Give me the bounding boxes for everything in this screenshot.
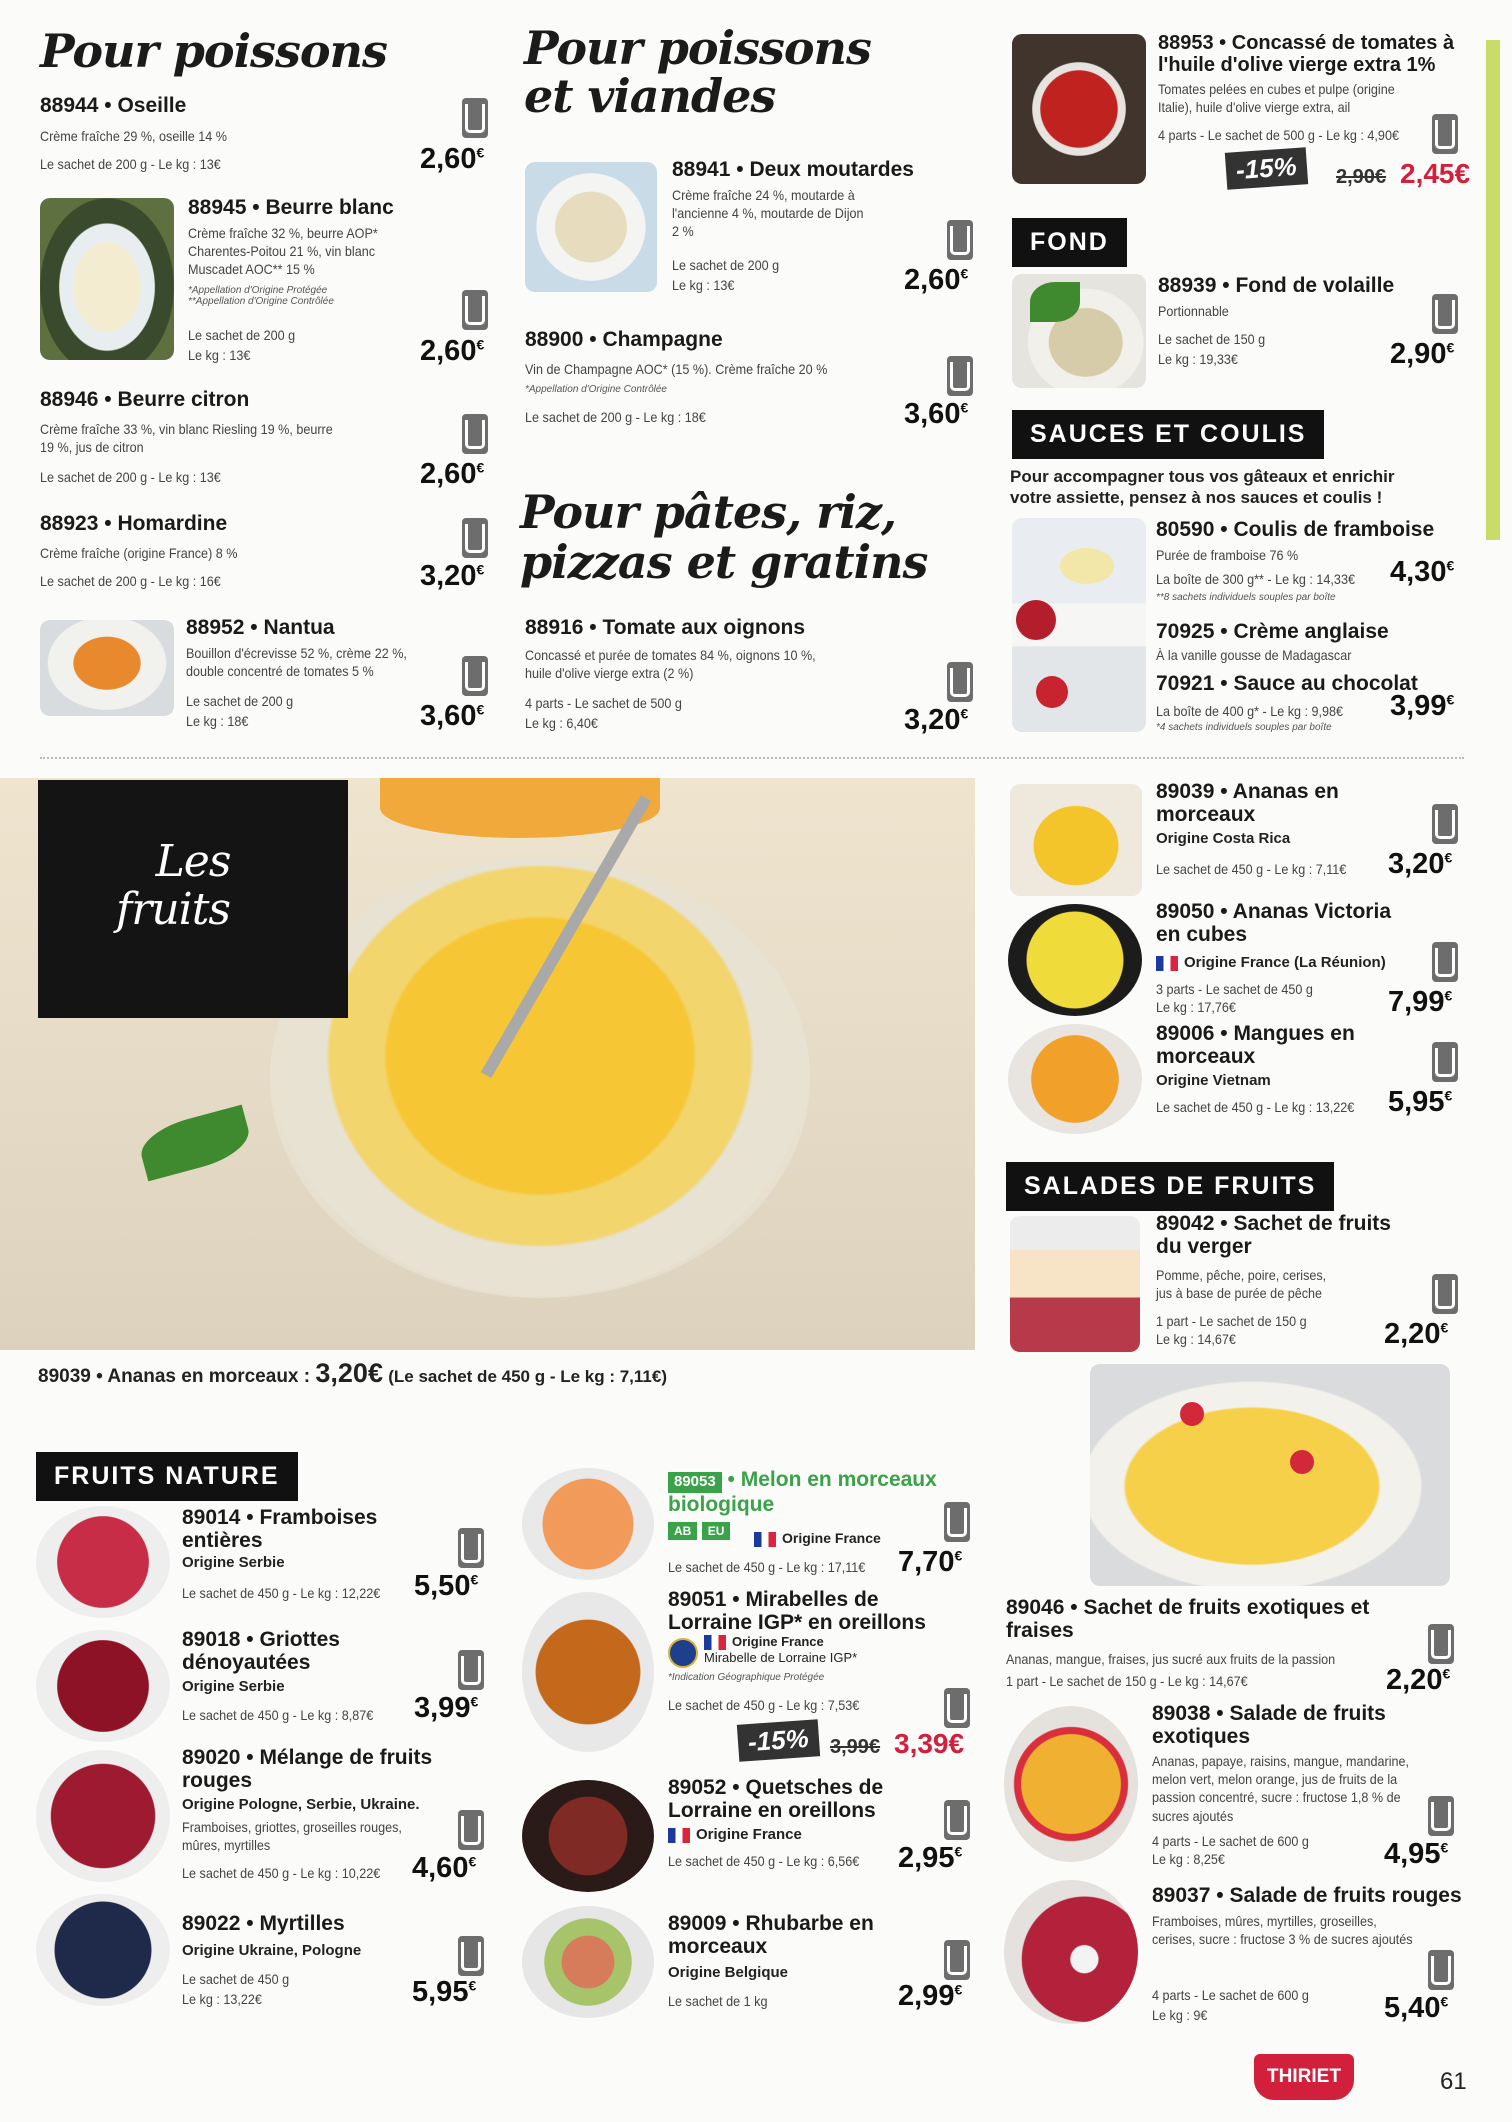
product-griottes-pack: Le sachet de 450 g - Le kg : 8,87€ [182,1707,374,1723]
product-fond-volaille-pack: Le sachet de 150 g [1158,331,1266,347]
product-myrtilles-name: 89022 • Myrtilles [182,1912,345,1935]
product-creme-anglaise-name: 70925 • Crème anglaise [1156,620,1389,643]
product-mirabelles-note: *Indication Géographique Protégée [668,1672,825,1683]
product-quetsches-pack: Le sachet de 450 g - Le kg : 6,56€ [668,1853,860,1869]
product-verger-kg: Le kg : 14,67€ [1156,1331,1236,1347]
mangues-photo [1008,1024,1142,1134]
product-deux-moutardes-desc: Crème fraîche 24 %, moutarde à l'ancienne 4 %, moutarde de Dijon 2 % [672,187,864,240]
product-exotiques-sachet-pack: 1 part - Le sachet de 150 g - Le kg : 14,67€ [1006,1673,1248,1689]
ananas-victoria-photo [1008,904,1142,1016]
side-accent [1486,40,1500,540]
product-sauce-chocolat-price: 3,99€ [1390,690,1455,722]
cutlery-icon [1432,1042,1458,1082]
product-beurre-blanc-pack: Le sachet de 200 g [188,327,296,343]
cutlery-icon [1432,294,1458,334]
product-coulis-name: 80590 • Coulis de framboise [1156,518,1435,541]
griottes-photo [36,1630,170,1742]
mirabelles-promo-badge: -15% [737,1719,820,1762]
product-creme-anglaise-desc: À la vanille gousse de Madagascar [1156,647,1352,663]
deux-moutardes-photo [525,162,657,292]
product-ananas-pack: Le sachet de 450 g - Le kg : 7,11€ [1156,861,1347,877]
strawberry-decor [1290,1450,1314,1474]
bowl [270,858,810,1298]
mint-leaf [135,1105,254,1182]
product-champagne-pack: Le sachet de 200 g - Le kg : 18€ [525,409,706,425]
product-oseille-price: 2,60€ [420,143,485,175]
heading-pates: Pour pâtes, riz, pizzas et gratins [520,485,928,589]
product-tomate-pack: 4 parts - Le sachet de 500 g [525,695,682,711]
igp-logo [668,1638,698,1668]
product-melange-pack: Le sachet de 450 g - Le kg : 10,22€ [182,1865,381,1881]
product-sauce-chocolat-note: *4 sachets individuels souples par boîte [1156,722,1332,733]
concasse-photo [1012,34,1146,184]
product-rhubarbe-name: 89009 • Rhubarbe en morceaux [668,1912,874,1959]
product-beurre-citron-desc: Crème fraîche 33 %, vin blanc Riesling 19 %, beurre 19 %, jus de citron [40,421,333,456]
product-salade-rouges-kg: Le kg : 9€ [1152,2007,1208,2023]
product-quetsches-name: 89052 • Quetsches de Lorraine en oreillons [668,1776,884,1823]
cutlery-icon [458,1810,484,1850]
product-rhubarbe-origin: Origine Belgique [668,1964,789,1981]
myrtilles-photo [36,1894,170,2006]
heading-poissons: Pour poissons [40,24,387,78]
product-rhubarbe-price: 2,99€ [898,1980,963,2012]
product-salade-rouges-price: 5,40€ [1384,1992,1449,2024]
product-homardine-price: 3,20€ [420,560,485,592]
concasse-promo-badge: -15% [1225,147,1308,190]
cutlery-icon [1428,1950,1454,1990]
product-beurre-citron-price: 2,60€ [420,458,485,490]
product-exotiques-sachet-price: 2,20€ [1386,1664,1451,1696]
product-homardine-pack: Le sachet de 200 g - Le kg : 16€ [40,573,221,589]
strawberry-decor [1036,676,1068,708]
product-deux-moutardes-name: 88941 • Deux moutardes [672,158,914,181]
product-concasse-name: 88953 • Concassé de tomates à l'huile d'olive vierge extra 1% [1158,32,1455,76]
mirabelles-photo [522,1592,654,1752]
product-champagne-desc: Vin de Champagne AOC* (15 %). Crème fraîche 20 % [525,361,828,377]
product-deux-moutardes-pack: Le sachet de 200 g [672,257,780,273]
product-tomate-price: 3,20€ [904,704,969,736]
cutlery-icon [1432,1274,1458,1314]
section-fond: FOND [1012,218,1127,267]
section-salades: SALADES DE FRUITS [1006,1162,1334,1211]
product-ananas-name: 89039 • Ananas en morceaux [1156,780,1339,827]
product-salade-exo-price: 4,95€ [1384,1838,1449,1870]
product-myrtilles-origin: Origine Ukraine, Pologne [182,1942,362,1959]
page-number: 61 [1440,2068,1467,2095]
cutlery-icon [462,656,488,696]
product-beurre-blanc-price: 2,60€ [420,335,485,367]
france-flag-icon [754,1532,776,1547]
product-melange-price: 4,60€ [412,1852,477,1884]
product-fond-volaille-price: 2,90€ [1390,338,1455,370]
product-quetsches-origin: Origine France [668,1826,802,1843]
product-champagne-name: 88900 • Champagne [525,328,723,351]
product-nantua-price: 3,60€ [420,700,485,732]
product-griottes-price: 3,99€ [414,1692,479,1724]
product-coulis-pack: La boîte de 300 g** - Le kg : 14,33€ [1156,571,1355,587]
framboises-photo [36,1506,170,1618]
melon-photo [522,1468,654,1580]
orange-top [380,778,660,838]
product-nantua-pack: Le sachet de 200 g [186,693,294,709]
product-melon-price: 7,70€ [898,1546,963,1578]
product-myrtilles-price: 5,95€ [412,1976,477,2008]
product-ananas-origin: Origine Costa Rica [1156,830,1291,847]
product-sauce-chocolat-pack: La boîte de 400 g* - Le kg : 9,98€ [1156,703,1344,719]
product-ananas-victoria-name: 89050 • Ananas Victoria en cubes [1156,900,1391,947]
product-salade-exo-kg: Le kg : 8,25€ [1152,1851,1225,1867]
product-coulis-desc: Purée de framboise 76 % [1156,547,1299,563]
thiriet-logo: THIRIET [1254,2054,1354,2100]
product-melon-name: 89053 • Melon en morceaux biologique [668,1468,937,1516]
product-champagne-note: *Appellation d'Origine Contrôlée [525,384,667,395]
product-nantua-desc: Bouillon d'écrevisse 52 %, crème 22 %, double concentré de tomates 5 % [186,645,407,680]
product-exotiques-sachet-name: 89046 • Sachet de fruits exotiques et fraises [1006,1596,1370,1643]
exotiques-photo [1090,1364,1450,1586]
cutlery-icon [1428,1624,1454,1664]
product-exotiques-sachet-desc: Ananas, mangue, fraises, jus sucré aux fruits de la passion [1006,1651,1336,1667]
product-concasse-desc: Tomates pelées en cubes et pulpe (origine Italie), huile d'olive vierge extra, ail [1158,81,1395,116]
quetsches-photo [522,1780,654,1892]
cutlery-icon [458,1528,484,1568]
cutlery-icon [947,220,973,260]
product-nantua-name: 88952 • Nantua [186,616,335,639]
product-verger-price: 2,20€ [1384,1318,1449,1350]
product-salade-exo-name: 89038 • Salade de fruits exotiques [1152,1702,1386,1749]
product-beurre-blanc-desc: Crème fraîche 32 %, beurre AOP* Charentes-Poitou 21 %, vin blanc Muscadet AOC** 15 % [188,225,378,278]
concasse-old-price: 2,90€ [1336,166,1387,188]
product-mirabelles-pack: Le sachet de 450 g - Le kg : 7,53€ [668,1697,860,1713]
product-mangues-pack: Le sachet de 450 g - Le kg : 13,22€ [1156,1099,1355,1115]
product-deux-moutardes-kg: Le kg : 13€ [672,277,735,293]
cutlery-icon [1432,114,1458,154]
strawberry-decor [1180,1402,1204,1426]
herb-leaf-icon [1030,282,1080,322]
cutlery-icon [1432,804,1458,844]
product-tomate-desc: Concassé et purée de tomates 84 %, oignons 10 %, huile d'olive vierge extra (2 %) [525,647,816,682]
product-salade-rouges-name: 89037 • Salade de fruits rouges [1152,1884,1462,1907]
section-sauces: SAUCES ET COULIS [1012,410,1324,459]
product-verger-desc: Pomme, pêche, poire, cerises, jus à base de purée de pêche [1156,1267,1327,1302]
france-flag-icon [668,1828,690,1843]
product-tomate-name: 88916 • Tomate aux oignons [525,616,806,639]
product-oseille-pack: Le sachet de 200 g - Le kg : 13€ [40,156,221,172]
verger-photo [1010,1216,1140,1352]
product-mangues-origin: Origine Vietnam [1156,1072,1271,1089]
nantua-photo [40,620,174,716]
product-ananas-victoria-origin: Origine France (La Réunion) [1156,954,1386,971]
mirabelles-old-price: 3,99€ [830,1736,881,1758]
creme-drop [1060,548,1114,584]
cutlery-icon [1428,1796,1454,1836]
product-ananas-victoria-pack: 3 parts - Le sachet de 450 g [1156,981,1313,997]
salade-rouges-photo [1004,1880,1138,2024]
product-myrtilles-pack: Le sachet de 450 g [182,1971,290,1987]
product-oseille-name: 88944 • Oseille [40,94,187,117]
product-melange-name: 89020 • Mélange de fruits rouges [182,1746,433,1793]
cutlery-icon [462,414,488,454]
product-salade-exo-desc: Ananas, papaye, raisins, mangue, mandarine, melon vert, melon orange, jus de fruits de la passion concentré, sucre : fructose 1,8 % de sucres ajoutés [1152,1753,1410,1824]
product-rhubarbe-pack: Le sachet de 1 kg [668,1993,768,2009]
product-framboises-pack: Le sachet de 450 g - Le kg : 12,22€ [182,1585,381,1601]
product-melange-desc: Framboises, griottes, groseilles rouges, mûres, myrtilles [182,1819,402,1854]
product-homardine-desc: Crème fraîche (origine France) 8 % [40,545,238,561]
sauces-intro: Pour accompagner tous vos gâteaux et enrichir votre assiette, pensez à nos sauces et coulis ! [1010,467,1395,508]
mirabelles-new-price: 3,39€ [894,1728,965,1759]
product-ananas-victoria-kg: Le kg : 17,76€ [1156,999,1236,1015]
section-fruits-nature: FRUITS NATURE [36,1452,298,1501]
product-verger-pack: 1 part - Le sachet de 150 g [1156,1313,1307,1329]
product-beurre-citron-name: 88946 • Beurre citron [40,388,250,411]
cutlery-icon [458,1936,484,1976]
product-verger-name: 89042 • Sachet de fruits du verger [1156,1212,1391,1259]
product-griottes-origin: Origine Serbie [182,1678,285,1695]
cutlery-icon [462,98,488,138]
concasse-new-price: 2,45€ [1400,158,1471,189]
product-griottes-name: 89018 • Griottes dénoyautées [182,1628,340,1675]
product-ananas-price: 3,20€ [1388,848,1453,880]
hero-caption: 89039 • Ananas en morceaux : 3,20€ (Le sachet de 450 g - Le kg : 7,11€) [38,1358,667,1388]
product-myrtilles-kg: Le kg : 13,22€ [182,1991,262,2007]
coulis-drop [1016,600,1056,640]
ananas-photo [1010,784,1142,896]
product-nantua-kg: Le kg : 18€ [186,713,249,729]
cutlery-icon [944,1800,970,1840]
product-mangues-price: 5,95€ [1388,1086,1453,1118]
product-ananas-victoria-price: 7,99€ [1388,986,1453,1018]
cutlery-icon [947,662,973,702]
product-sauce-chocolat-name: 70921 • Sauce au chocolat [1156,672,1418,695]
product-beurre-blanc-note: *Appellation d'Origine Protégée **Appellation d'Origine Contrôlée [188,285,334,307]
product-beurre-citron-pack: Le sachet de 200 g - Le kg : 13€ [40,469,221,485]
product-salade-rouges-pack: 4 parts - Le sachet de 600 g [1152,1987,1309,2003]
cutlery-icon [944,1940,970,1980]
product-melon-pack: Le sachet de 450 g - Le kg : 17,11€ [668,1559,866,1575]
product-fond-volaille-kg: Le kg : 19,33€ [1158,351,1238,367]
product-coulis-note: **8 sachets individuels souples par boîte [1156,592,1336,603]
cutlery-icon [944,1502,970,1542]
france-flag-icon [1156,956,1178,971]
product-concasse-pack: 4 parts - Le sachet de 500 g - Le kg : 4,90€ [1158,127,1399,143]
product-melon-origin: Origine France [754,1530,881,1547]
separator [40,757,1464,759]
product-beurre-blanc-kg: Le kg : 13€ [188,347,251,363]
salade-exo-photo [1004,1706,1138,1862]
cutlery-icon [462,290,488,330]
france-flag-icon [704,1635,726,1650]
product-tomate-kg: Le kg : 6,40€ [525,715,598,731]
fruits-title: Les fruits [116,836,231,936]
product-salade-rouges-desc: Framboises, mûres, myrtilles, groseilles, cerises, sucre : fructose 3 % de sucres ajoutés [1152,1913,1413,1948]
product-framboises-price: 5,50€ [414,1570,479,1602]
heading-poissons-viandes: Pour poissons et viandes [524,21,871,124]
product-beurre-blanc-name: 88945 • Beurre blanc [188,196,394,219]
bio-logo: AB EU [668,1522,730,1540]
beurre-blanc-photo [40,198,174,360]
product-homardine-name: 88923 • Homardine [40,512,228,535]
product-deux-moutardes-price: 2,60€ [904,264,969,296]
cutlery-icon [462,518,488,558]
product-champagne-price: 3,60€ [904,398,969,430]
cutlery-icon [944,1688,970,1728]
product-coulis-price: 4,30€ [1390,556,1455,588]
product-salade-exo-pack: 4 parts - Le sachet de 600 g [1152,1833,1309,1849]
product-framboises-origin: Origine Serbie [182,1554,285,1571]
cutlery-icon [1432,942,1458,982]
cutlery-icon [947,356,973,396]
melange-photo [36,1750,170,1882]
product-mangues-name: 89006 • Mangues en morceaux [1156,1022,1355,1069]
product-fond-volaille-name: 88939 • Fond de volaille [1158,274,1395,297]
product-mirabelles-origin: Origine France Mirabelle de Lorraine IGP* [704,1634,858,1666]
product-quetsches-price: 2,95€ [898,1842,963,1874]
rhubarbe-photo [522,1906,654,2018]
product-mirabelles-name: 89051 • Mirabelles de Lorraine IGP* en oreillons [668,1588,926,1635]
product-oseille-desc: Crème fraîche 29 %, oseille 14 % [40,128,227,144]
cutlery-icon [458,1650,484,1690]
product-melange-origin: Origine Pologne, Serbie, Ukraine. [182,1796,420,1813]
product-framboises-name: 89014 • Framboises entières [182,1506,378,1553]
product-fond-volaille-desc: Portionnable [1158,303,1229,319]
